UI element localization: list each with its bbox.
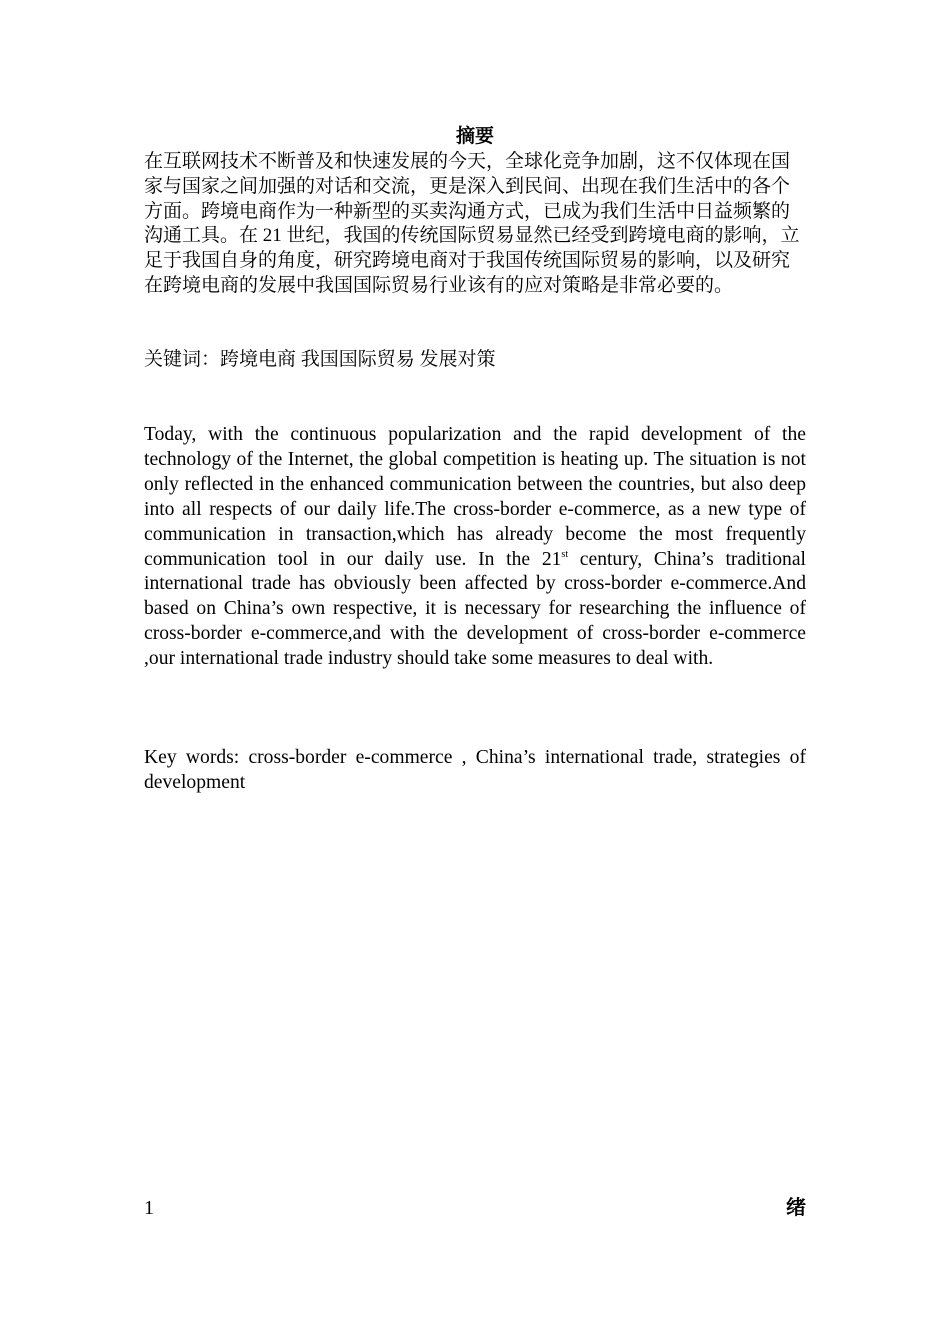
english-abstract-text-part2: century, China’s traditional international trade has obviously been affected by cross-border e-commerce.And based on China’s own respective, it is necessary for researching the influence of cross-border e-commerce,and with the development of cross-border e-commerce ,our international trade industry should take some measures to deal with. [144, 548, 806, 670]
chinese-abstract-paragraph: 在互联网技术不断普及和快速发展的今天，全球化竞争加剧，这不仅体现在国家与国家之间加强的对话和交流，更是深入到民间、出现在我们生活中的各个方面。跨境电商作为一种新型的买卖沟通方式，已成为我们生活中日益频繁的沟通工具。在 21 世纪，我国的传统国际贸易显然已经受到跨境电商的影响，立足于我国自身的角度，研究跨境电商对于我国传统国际贸易的影响，以及研究在跨境电商的发展中我国国际贸易行业该有的应对策略是非常必要的。 [144, 151, 800, 296]
abstract-title: 摘要 [455, 126, 494, 147]
chapter-title: 绪 [786, 1197, 806, 1219]
english-keywords: Key words: cross-border e-commerce , China’s international trade, strategies of development [144, 747, 806, 793]
english-abstract-text-part1: Today, with the continuous popularization and the rapid development of the technology of the Internet, the global competition is heating up. The situation is not only reflected in the enhanced communication between the countries, but also deep into all respects of our daily life.The cross-border e-commerce, as a new type of communication in transaction,which has already become the most frequently communication tool in our daily use. In the 21 [144, 424, 806, 570]
chinese-keywords: 关键词：跨境电商 我国国际贸易 发展对策 [144, 349, 496, 370]
english-abstract-paragraph [144, 423, 806, 672]
chapter-number: 1 [144, 1197, 154, 1219]
ordinal-superscript: st [561, 548, 569, 560]
next-chapter-heading [144, 1195, 806, 1221]
